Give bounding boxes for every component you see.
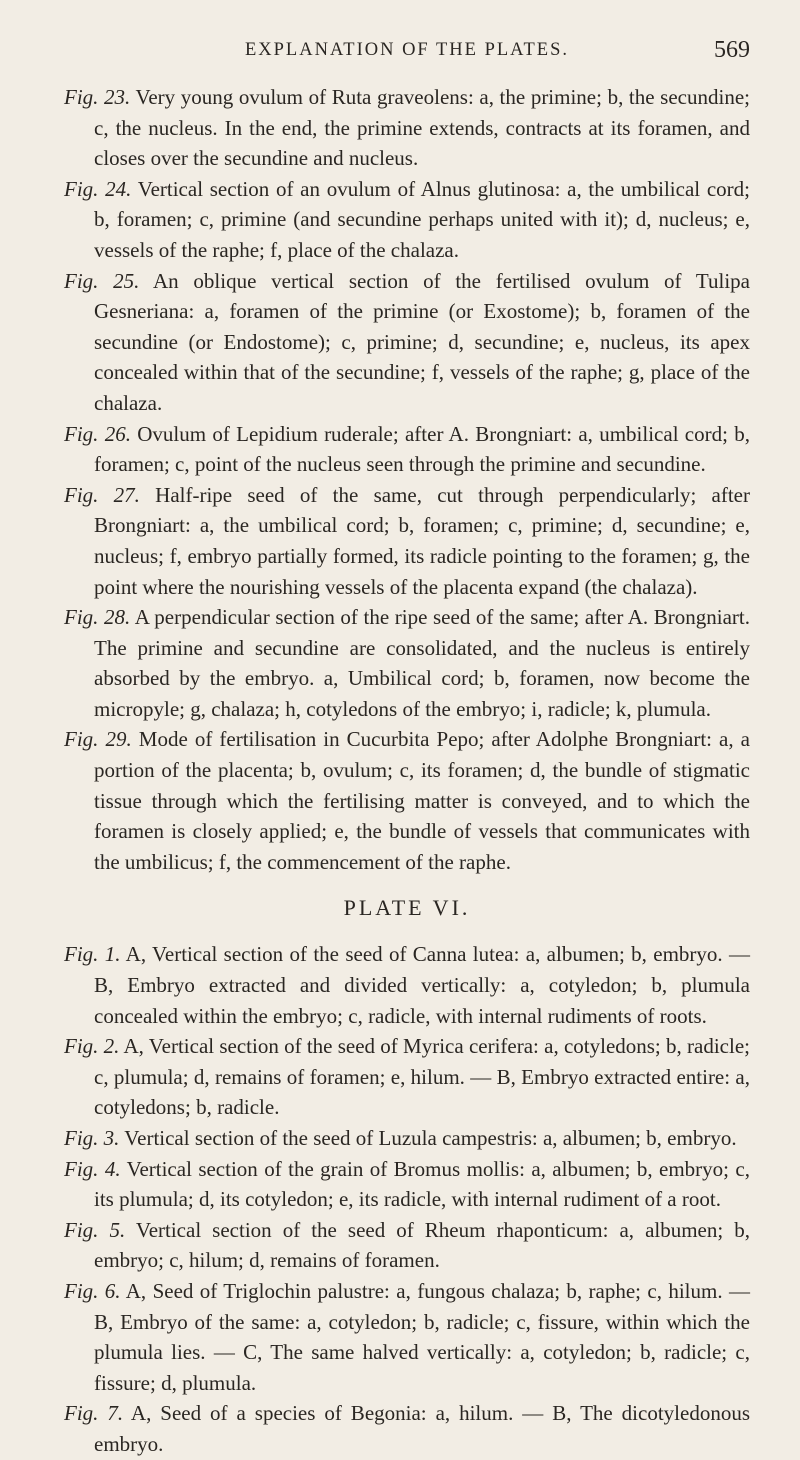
- figure-label: Fig. 5.: [64, 1217, 126, 1242]
- figure-label: Fig. 27.: [64, 482, 140, 507]
- figure-entry: [64, 82, 750, 174]
- figure-description: Vertical section of the grain of Bromus mollis: a, albumen; b, embryo; c, its plumula; d, its cotyledon; e, its radicle, with internal rudiment of a root.: [94, 1156, 750, 1212]
- figure-label: Fig. 26.: [64, 421, 131, 446]
- figure-entry: [64, 1276, 750, 1398]
- figure-description: A, Vertical section of the seed of Myrica cerifera: a, cotyledons; b, radicle; c, plumula; d, remains of foramen; e, hilum. — B, Embryo extracted entire: a, cotyledons; b, radicle.: [94, 1034, 750, 1120]
- figure-label: Fig. 6.: [64, 1278, 121, 1303]
- figure-label: Fig. 28.: [64, 605, 131, 630]
- figure-description: A, Seed of a species of Begonia: a, hilum. — B, The dicotyledonous embryo.: [94, 1401, 750, 1456]
- figure-entry: [64, 174, 750, 266]
- figure-label: Fig. 4.: [64, 1156, 121, 1181]
- plate-heading: PLATE VI.: [343, 895, 471, 921]
- figure-description: Ovulum of Lepidium ruderale; after A. Brongniart: a, umbilical cord; b, foramen; c, point of the nucleus seen through the primine and secundine.: [94, 421, 750, 477]
- figure-entry: [64, 602, 750, 724]
- figure-label: Fig. 3.: [64, 1126, 120, 1150]
- figure-label: Fig. 25.: [64, 268, 140, 293]
- figure-label: Fig. 1.: [64, 942, 121, 967]
- figure-entry: [64, 1215, 750, 1276]
- figure-description: A, Vertical section of the seed of Canna lutea: a, albumen; b, embryo. —B, Embryo extracted and divided vertically: a, cotyledon; b, plumula concealed within the embryo; c, radicle, with internal rudiments of roots.: [94, 942, 750, 1028]
- figure-entry: [64, 1031, 750, 1123]
- figure-entry: [64, 939, 750, 1031]
- figure-description: A perpendicular section of the ripe seed of the same; after A. Brongniart. The primine and secundine are consolidated, and the nucleus is entirely absorbed by the embryo. a, Umbilical cord; b, foramen, now become the micropyle; g, chalaza; h, cotyledons of the embryo; i, radicle; k, plumula.: [94, 605, 750, 721]
- figure-label: Fig. 29.: [64, 727, 132, 752]
- figure-description: Very young ovulum of Ruta graveolens: a, the primine; b, the secundine; c, the nucleus. In the end, the primine extends, contracts at its foramen, and closes over the secundine and nucleus.: [94, 85, 750, 171]
- figure-label: Fig. 23.: [64, 85, 131, 109]
- figure-description: Vertical section of an ovulum of Alnus glutinosa: a, the umbilical cord; b, foramen; c, primine (and secundine perhaps united with it); d, nucleus; e, vessels of the raphe; f, place of the chalaza.: [94, 176, 750, 262]
- figure-entry: [64, 724, 750, 877]
- running-title: EXPLANATION OF THE PLATES.: [244, 40, 570, 60]
- figure-entry: [64, 419, 750, 480]
- figure-description: An oblique vertical section of the fertilised ovulum of Tulipa Gesneriana: a, foramen of the primine (or Exostome); b, foramen of the secundine (or Endostome); c, primine; d, secundine; e, nucleus, its apex concealed within that of the secundine; f, vessels of the raphe; g, place of the chalaza.: [94, 268, 750, 415]
- figure-entry: [64, 1398, 750, 1459]
- figure-entry: [64, 1123, 750, 1154]
- figure-description: A, Seed of Triglochin palustre: a, fungous chalaza; b, raphe; c, hilum. — B, Embryo of the same: a, cotyledon; b, radicle; c, fissure, within which the plumula lies. — C, The same halved vertically: a, cotyledon; b, radicle; c, fissure; d, plumula.: [94, 1278, 750, 1395]
- figure-label: Fig. 24.: [64, 176, 132, 201]
- figure-description: Mode of fertilisation in Cucurbita Pepo; after Adolphe Brongniart: a, a portion of the placenta; b, ovulum; c, its foramen; d, the bundle of stigmatic tissue through which the fertilising matter is conveyed, and to which the foramen is closely applied; e, the bundle of vessels that communicates with the umbilicus; f, the commencement of the raphe.: [94, 727, 750, 874]
- figure-description: Vertical section of the seed of Rheum rhaponticum: a, albumen; b, embryo; c, hilum; d, remains of foramen.: [94, 1217, 750, 1273]
- figure-entry: [64, 1154, 750, 1215]
- figure-description: Half-ripe seed of the same, cut through perpendicularly; after Brongniart: a, the umbilical cord; b, foramen; c, primine; d, secundine; e, nucleus; f, embryo partially formed, its radicle pointing to the foramen; g, the point where the nourishing vessels of the placenta expand (the chalaza).: [94, 482, 750, 599]
- running-head: [64, 30, 750, 70]
- figure-explanations-plate-v: [64, 82, 750, 877]
- figure-description: Vertical section of the seed of Luzula campestris: a, albumen; b, embryo.: [119, 1126, 737, 1150]
- figure-label: Fig. 2.: [64, 1034, 120, 1059]
- figure-entry: [64, 480, 750, 602]
- figure-entry: [64, 266, 750, 419]
- figure-label: Fig. 7.: [64, 1401, 124, 1426]
- page-number: 569: [714, 37, 750, 63]
- figure-explanations-plate-vi: [64, 939, 750, 1459]
